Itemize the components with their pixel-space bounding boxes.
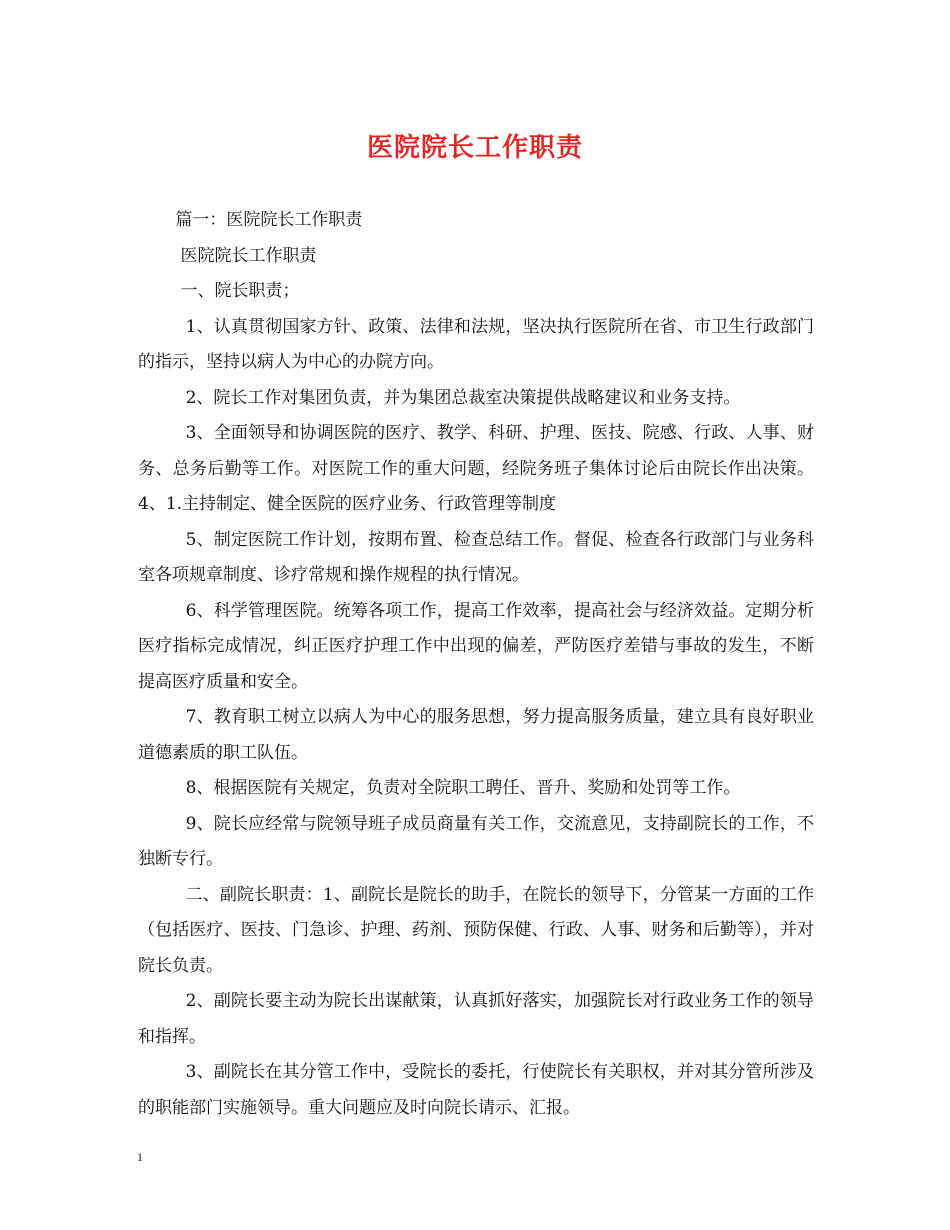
paragraph: 二、副院长职责：1、副院长是院长的助手，在院长的领导下，分管某一方面的工作（包括医疗、医技、门急诊、护理、药剂、预防保健、行政、人事、财务和后勤等），并对院长负责。 [138,884,814,976]
paragraph: 8、根据医院有关规定，负责对全院职工聘任、晋升、奖励和处罚等工作。 [185,778,741,798]
document-body [138,203,814,1126]
paragraph: 1、认真贯彻国家方针、政策、法律和法规，坚决执行医院所在省、市卫生行政部门的指示，坚持以病人为中心的办院方向。 [138,316,814,372]
document-title: 医院院长工作职责 [366,133,583,163]
paragraph: 6、科学管理医院。统筹各项工作，提高工作效率，提高社会与经济效益。定期分析医疗指标完成情况，纠正医疗护理工作中出现的偏差，严防医疗差错与事故的发生，不断提高医疗质量和安全。 [138,600,814,692]
section-heading: 一、院长职责； [180,281,300,301]
paragraph: 2、副院长要主动为院长出谋献策，认真抓好落实，加强院长对行政业务工作的领导和指挥。 [138,991,814,1047]
page-number: 1 [137,1150,143,1164]
paragraph: 3、副院长在其分管工作中，受院长的委托，行使院长有关职权，并对其分管所涉及的职能部门实施领导。重大问题应及时向院长请示、汇报。 [138,1062,814,1118]
paragraph: 2、院长工作对集团负责，并为集团总裁室决策提供战略建议和业务支持。 [185,387,741,408]
paragraph: 5、制定医院工作计划，按期布置、检查总结工作。督促、检查各行政部门与业务科室各项规章制度、诊疗常规和操作规程的执行情况。 [138,529,814,585]
subtitle: 医院院长工作职责 [180,245,317,266]
paragraph: 7、教育职工树立以病人为中心的服务思想，努力提高服务质量，建立具有良好职业道德素质的职工队伍。 [138,707,814,763]
section-heading: 篇一：医院院长工作职责 [175,210,363,230]
paragraph: 3、全面领导和协调医院的医疗、教学、科研、护理、医技、院感、行政、人事、财务、总务后勤等工作。对医院工作的重大问题，经院务班子集体讨论后由院长作出决策。 4、1.主持制定、健全医院的医疗业务、行政管理等制度 [138,423,814,514]
paragraph: 9、院长应经常与院领导班子成员商量有关工作，交流意见，支持副院长的工作，不独断专行。 [138,813,814,869]
